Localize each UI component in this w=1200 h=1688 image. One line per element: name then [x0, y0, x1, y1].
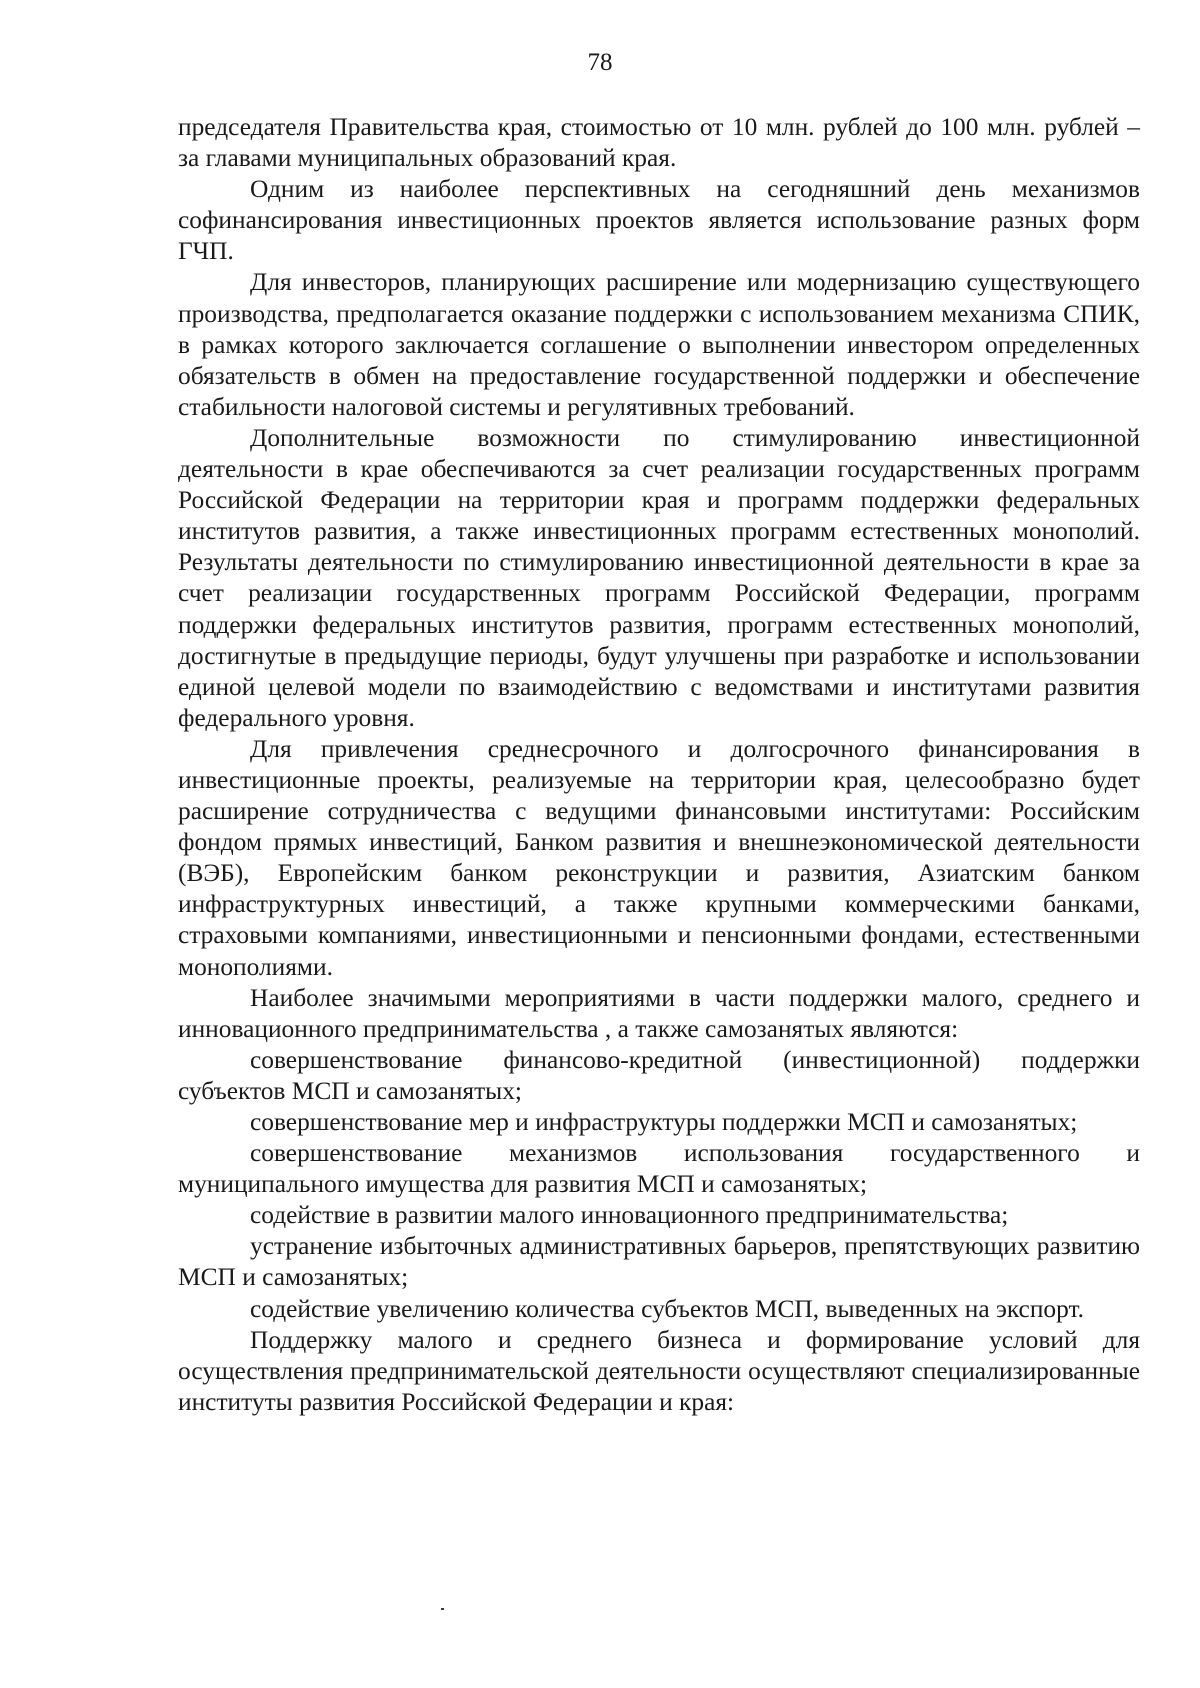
paragraph-development-institutes: Поддержку малого и среднего бизнеса и формирование условий для осуществления предпринимательской деятельности осуществляют специализированные институты развития Российской Федерации и края:	[178, 1325, 1140, 1416]
paragraph-financial-institutions: Для привлечения среднесрочного и долгосрочного финансирования в инвестиционные проекты, реализуемые на территории края, целесообразно будет расширение сотрудничества с ведущими финансовыми институтами: Российским фондом прямых инвестиций, Банком развития и внешнеэкономической деятельности (ВЭБ), Европейским банком реконструкции и развития, Азиатским банком инфраструктурных инвестиций, а также крупными коммерческими банками, страховыми компаниями, инвестиционными и пенсионными фондами, естественными монополиями.	[178, 734, 1140, 981]
list-item-financial-support: совершенствование финансово-кредитной (инвестиционной) поддержки субъектов МСП и самозанятых;	[178, 1045, 1140, 1105]
scan-speck	[441, 1608, 444, 1610]
list-item-barriers: устранение избыточных административных барьеров, препятствующих развитию МСП и самозанятых;	[178, 1232, 1140, 1292]
document-body	[178, 112, 1140, 1418]
list-item-infrastructure: совершенствование мер и инфраструктуры поддержки МСП и самозанятых;	[250, 1108, 1078, 1136]
page-number: 78	[587, 49, 613, 76]
paragraph-spik: Для инвесторов, планирующих расширение или модернизацию существующего производства, предполагается оказание поддержки с использованием механизма СПИК, в рамках которого заключается соглашение о выполнении инвестором определенных обязательств в обмен на предоставление государственной поддержки и обеспечение стабильности налоговой системы и регулятивных требований.	[178, 268, 1140, 421]
list-item-innovation: содействие в развитии малого инновационного предпринимательства;	[250, 1201, 1009, 1230]
paragraph-federal-programs: Дополнительные возможности по стимулированию инвестиционной деятельности в крае обеспечиваются за счет реализации государственных программ Российской Федерации на территории края и программ поддержки федеральных институтов развития, а также инвестиционных программ естественных монополий. Результаты деятельности по стимулированию инвестиционной деятельности в крае за счет реализации государственных программ Российской Федерации, программ поддержки федеральных институтов развития, программ естественных монополий, достигнутые в предыдущие периоды, будут улучшены при разработке и использовании единой целевой модели по взаимодействию с ведомствами и институтами развития федерального уровня.	[178, 423, 1140, 732]
list-item-export: содействие увеличению количества субъектов МСП, выведенных на экспорт.	[250, 1294, 1084, 1323]
paragraph-gchp: Одним из наиболее перспективных на сегодняшний день механизмов софинансирования инвестиционных проектов является использование разных форм ГЧП.	[178, 175, 1140, 266]
paragraph-sme-measures-intro: Наиболее значимыми мероприятиями в части поддержки малого, среднего и инновационного предпринимательства , а также самозанятых являются:	[178, 983, 1140, 1043]
list-item-property: совершенствование механизмов использования государственного и муниципального имущества для развития МСП и самозанятых;	[178, 1139, 1140, 1199]
paragraph-continuation: председателя Правительства края, стоимостью от 10 млн. рублей до 100 млн. рублей – за главами муниципальных образований края.	[178, 113, 1140, 173]
